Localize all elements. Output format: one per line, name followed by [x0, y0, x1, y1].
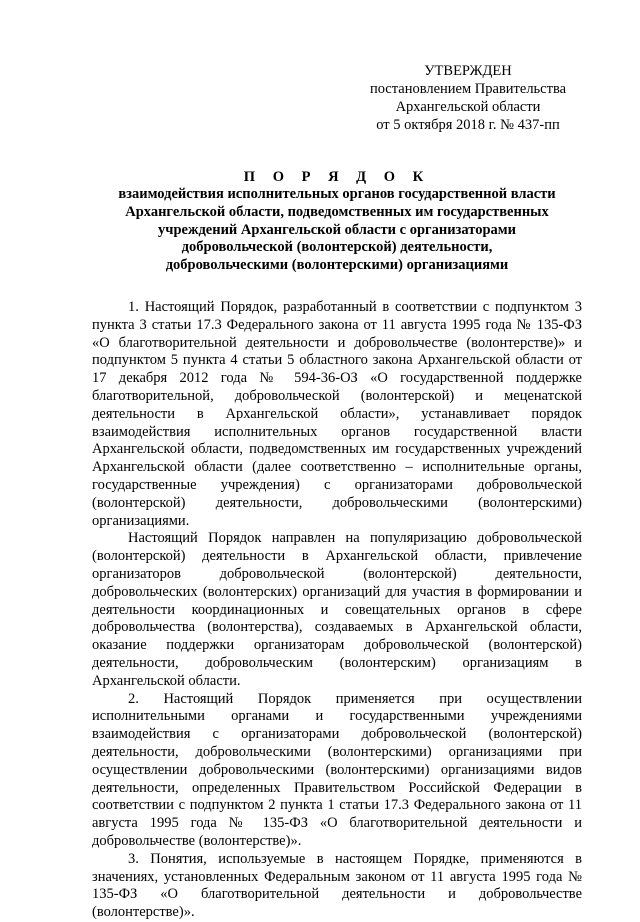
approval-line: Архангельской области [395, 99, 541, 115]
subtitle-line: взаимодействия исполнительных органов государственной власти [118, 186, 556, 202]
document-body [92, 299, 582, 922]
approval-heading: УТВЕРЖДЕН [424, 63, 512, 79]
paragraph-1: 1. Настоящий Порядок, разработанный в соответствии с подпунктом 3 пункта 3 статьи 17.3 Федерального закона от 11 августа 1995 года № 135-ФЗ «О благотворительной деятельности и добровольчестве (волонтерстве)» и подпунктом 5 пункта 4 статьи 5 областного закона Архангельской области от 17 декабря 2012 года № 594-36-ОЗ «О государственной поддержке благотворительной, добровольческой (волонтерской) и меценатской деятельности в Архангельской области», устанавливает порядок взаимодействия исполнительных органов государственной власти Архангельской области, подведомственных им государственных учреждений Архангельской области (далее соответственно – исполнительные органы, государственные учреждения) с организаторами добровольческой (волонтерской) деятельности, добровольческими (волонтерскими) организациями. [92, 299, 582, 529]
subtitle-line: добровольческими (волонтерскими) организациями [165, 257, 509, 274]
document-subtitle [92, 186, 582, 275]
paragraph-1-continuation: Настоящий Порядок направлен на популяризацию добровольческой (волонтерской) деятельности в Архангельской области, привлечение организаторов добровольческой (волонтерской) деятельности, добровольческих (волонтерских) организаций для участия в формировании и деятельности координационных и совещательных органов в сфере добровольчества (волонтерства), создаваемых в Архангельской области, оказание поддержки организаторам добровольческой (волонтерской) деятельности, добровольческим (волонтерским) организациям в Архангельской области. [92, 530, 582, 689]
subtitle-line: учреждений Архангельской области с организаторами [158, 221, 516, 238]
approval-line: постановлением Правительства [369, 81, 567, 97]
subtitle-line: Архангельской области, подведомственных им государственных [125, 203, 549, 220]
paragraph-3: 3. Понятия, используемые в настоящем Порядке, применяются в значениях, установленных Федеральным законом от 11 августа 1995 года № 135-ФЗ «О благотворительной деятельности и добровольчестве (волонтерстве)». [92, 850, 582, 921]
paragraph-2: 2. Настоящий Порядок применяется при осуществлении исполнительными органами и государственными учреждениями взаимодействия с организаторами добровольческой (волонтерской) деятельности, добровольческими (волонтерскими) организациями при осуществлении добровольческими (волонтерскими) организациями видов деятельности, определенных Правительством Российской Федерации в соответствии с подпунктом 2 пункта 1 статьи 17.3 Федерального закона от 11 августа 1995 года № 135-ФЗ «О благотворительной деятельности и добровольчестве (волонтерстве)». [92, 690, 582, 849]
subtitle-line: добровольческой (волонтерской) деятельности, [181, 239, 493, 256]
document-title: П О Р Я Д О К [243, 169, 431, 185]
approval-stamp [343, 62, 593, 134]
approval-date-number: от 5 октября 2018 г. № 437-пп [376, 117, 560, 133]
